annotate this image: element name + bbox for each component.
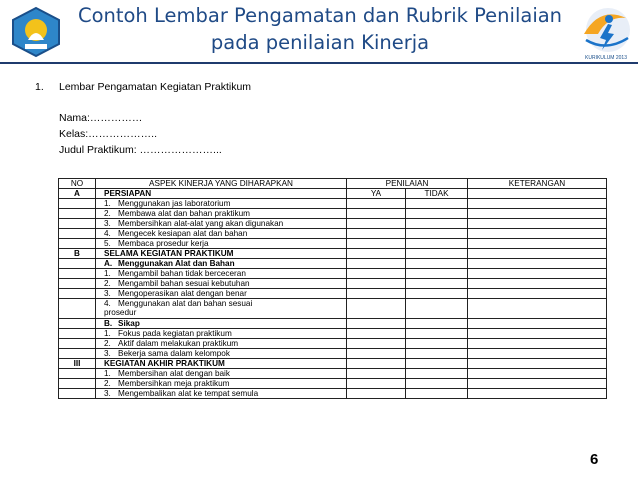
cell-ya [347, 249, 406, 259]
row-aspek [96, 389, 347, 399]
cell-ya [347, 299, 406, 319]
svg-text:KURIKULUM 2013: KURIKULUM 2013 [585, 55, 627, 61]
item-number: 3. [104, 289, 111, 298]
cell-tidak [406, 389, 468, 399]
item-number: B. [104, 319, 113, 328]
item-number: 2. [104, 279, 111, 288]
row-no [59, 339, 96, 349]
section-title: Lembar Pengamatan Kegiatan Praktikum [59, 81, 252, 93]
table-row [59, 389, 607, 399]
header-tidak: TIDAK [406, 189, 468, 199]
table-row [59, 319, 607, 329]
row-no [59, 379, 96, 389]
header-keterangan: KETERANGAN [468, 179, 607, 189]
row-no [59, 279, 96, 289]
item-number: 2. [104, 209, 111, 218]
cell-tidak [406, 359, 468, 369]
row-no: A [59, 189, 96, 199]
item-text: Aktif dalam melakukan praktikum [118, 339, 239, 348]
cell-ya [347, 259, 406, 269]
table-row [59, 289, 607, 299]
table-row [59, 259, 607, 269]
cell-keterangan [468, 219, 607, 229]
item-text: Membersihan alat dengan baik [118, 369, 230, 378]
row-no [59, 269, 96, 279]
header-penilaian: PENILAIAN [347, 179, 468, 189]
row-aspek [96, 369, 347, 379]
item-text: Menggunakan alat dan bahan sesuai [118, 299, 253, 308]
cell-ya [347, 379, 406, 389]
cell-ya [347, 319, 406, 329]
row-aspek [96, 359, 347, 369]
cell-tidak [406, 339, 468, 349]
item-number: 4. [104, 299, 111, 308]
item-number: 1. [104, 269, 111, 278]
cell-keterangan [468, 249, 607, 259]
page-number: 6 [590, 451, 599, 468]
item-text: Fokus pada kegiatan praktikum [118, 329, 232, 338]
field-judul-praktikum: Judul Praktikum: …………………... [59, 144, 222, 156]
cell-keterangan [468, 359, 607, 369]
item-number: 1. [104, 199, 111, 208]
header-no: NO [59, 179, 96, 189]
item-number: 2. [104, 379, 111, 388]
row-no: B [59, 249, 96, 259]
cell-keterangan [468, 189, 607, 199]
row-no [59, 289, 96, 299]
table-row [59, 209, 607, 219]
item-text: SELAMA KEGIATAN PRAKTIKUM [104, 249, 234, 258]
item-text-continued: prosedur [104, 308, 137, 317]
row-no [59, 349, 96, 359]
header-aspek: ASPEK KINERJA YANG DIHARAPKAN [96, 179, 347, 189]
cell-tidak [406, 379, 468, 389]
row-aspek [96, 209, 347, 219]
table-row [59, 339, 607, 349]
cell-ya [347, 329, 406, 339]
item-number: 4. [104, 229, 111, 238]
cell-tidak [406, 269, 468, 279]
row-no [59, 319, 96, 329]
title-line-1: Contoh Lembar Pengamatan dan Rubrik Penilaian [77, 4, 563, 27]
row-aspek [96, 229, 347, 239]
item-text: KEGIATAN AKHIR PRAKTIKUM [104, 359, 225, 368]
observation-table [58, 178, 607, 399]
cell-keterangan [468, 369, 607, 379]
cell-tidak [406, 319, 468, 329]
cell-tidak [406, 369, 468, 379]
cell-ya [347, 269, 406, 279]
row-aspek [96, 219, 347, 229]
row-no [59, 389, 96, 399]
cell-tidak [406, 209, 468, 219]
item-text: Membaca prosedur kerja [118, 239, 209, 248]
item-number: 5. [104, 239, 111, 248]
item-text: Membawa alat dan bahan praktikum [118, 209, 250, 218]
cell-ya [347, 389, 406, 399]
cell-keterangan [468, 199, 607, 209]
cell-keterangan [468, 329, 607, 339]
item-number: 3. [104, 349, 111, 358]
table-row [59, 299, 607, 319]
row-no [59, 229, 96, 239]
table-row [59, 269, 607, 279]
table-row [59, 359, 607, 369]
table-row [59, 189, 607, 199]
header-ya: YA [347, 189, 406, 199]
cell-keterangan [468, 339, 607, 349]
item-text: Mengembalikan alat ke tempat semula [118, 389, 259, 398]
table-row [59, 369, 607, 379]
row-no [59, 239, 96, 249]
cell-tidak [406, 219, 468, 229]
row-no [59, 299, 96, 319]
row-aspek [96, 279, 347, 289]
cell-tidak [406, 349, 468, 359]
table-row [59, 379, 607, 389]
row-aspek [96, 349, 347, 359]
cell-keterangan [468, 299, 607, 319]
cell-keterangan [468, 389, 607, 399]
cell-keterangan [468, 269, 607, 279]
item-number: 3. [104, 389, 111, 398]
cell-ya [347, 349, 406, 359]
item-text: Mengecek kesiapan alat dan bahan [118, 229, 248, 238]
item-text: Membersihkan meja praktikum [118, 379, 230, 388]
item-number: 1. [104, 329, 111, 338]
cell-ya [347, 209, 406, 219]
cell-tidak [406, 289, 468, 299]
cell-keterangan [468, 379, 607, 389]
row-no: III [59, 359, 96, 369]
row-aspek [96, 239, 347, 249]
cell-tidak [406, 259, 468, 269]
cell-ya [347, 359, 406, 369]
cell-tidak [406, 249, 468, 259]
cell-tidak [406, 299, 468, 319]
cell-ya [347, 369, 406, 379]
item-number: 3. [104, 219, 111, 228]
item-text: Menggunakan Alat dan Bahan [118, 259, 235, 268]
table-row [59, 279, 607, 289]
item-number: 1. [104, 369, 111, 378]
row-aspek [96, 249, 347, 259]
row-aspek [96, 339, 347, 349]
row-no [59, 199, 96, 209]
cell-ya [347, 289, 406, 299]
row-aspek [96, 289, 347, 299]
item-text: Mengambil bahan tidak berceceran [118, 269, 246, 278]
row-no [59, 209, 96, 219]
cell-ya [347, 229, 406, 239]
cell-ya [347, 219, 406, 229]
row-aspek [96, 319, 347, 329]
table-row [59, 349, 607, 359]
row-no [59, 259, 96, 269]
cell-tidak [406, 279, 468, 289]
field-nama: Nama:…………… [59, 112, 143, 124]
row-aspek [96, 259, 347, 269]
table-row [59, 199, 607, 209]
item-number: 2. [104, 339, 111, 348]
item-text: Mengoperasikan alat dengan benar [118, 289, 247, 298]
cell-tidak [406, 229, 468, 239]
cell-keterangan [468, 259, 607, 269]
item-text: Mengambil bahan sesuai kebutuhan [118, 279, 250, 288]
cell-ya [347, 279, 406, 289]
row-aspek [96, 329, 347, 339]
row-aspek [96, 299, 347, 319]
cell-ya [347, 199, 406, 209]
cell-ya [347, 239, 406, 249]
row-aspek [96, 199, 347, 209]
table-row [59, 229, 607, 239]
field-kelas: Kelas:……………….. [59, 128, 158, 140]
table-row [59, 249, 607, 259]
item-text: PERSIAPAN [104, 189, 152, 198]
cell-keterangan [468, 209, 607, 219]
item-text: Membersihkan alat-alat yang akan digunakan [118, 219, 284, 228]
cell-keterangan [468, 229, 607, 239]
table-row [59, 239, 607, 249]
item-text: Sikap [118, 319, 140, 328]
cell-keterangan [468, 349, 607, 359]
table-row [59, 219, 607, 229]
row-no [59, 329, 96, 339]
title-line-2: pada penilaian Kinerja [210, 31, 430, 54]
cell-tidak [406, 239, 468, 249]
row-aspek [96, 189, 347, 199]
cell-keterangan [468, 319, 607, 329]
table-row [59, 329, 607, 339]
section-number: 1. [35, 81, 44, 93]
row-no [59, 369, 96, 379]
row-aspek [96, 269, 347, 279]
row-aspek [96, 379, 347, 389]
item-text: Bekerja sama dalam kelompok [118, 349, 230, 358]
cell-keterangan [468, 239, 607, 249]
cell-tidak [406, 329, 468, 339]
row-no [59, 219, 96, 229]
cell-tidak [406, 199, 468, 209]
item-text: Menggunakan jas laboratorium [118, 199, 231, 208]
item-number: A. [104, 259, 113, 268]
cell-keterangan [468, 279, 607, 289]
cell-keterangan [468, 289, 607, 299]
cell-ya [347, 339, 406, 349]
